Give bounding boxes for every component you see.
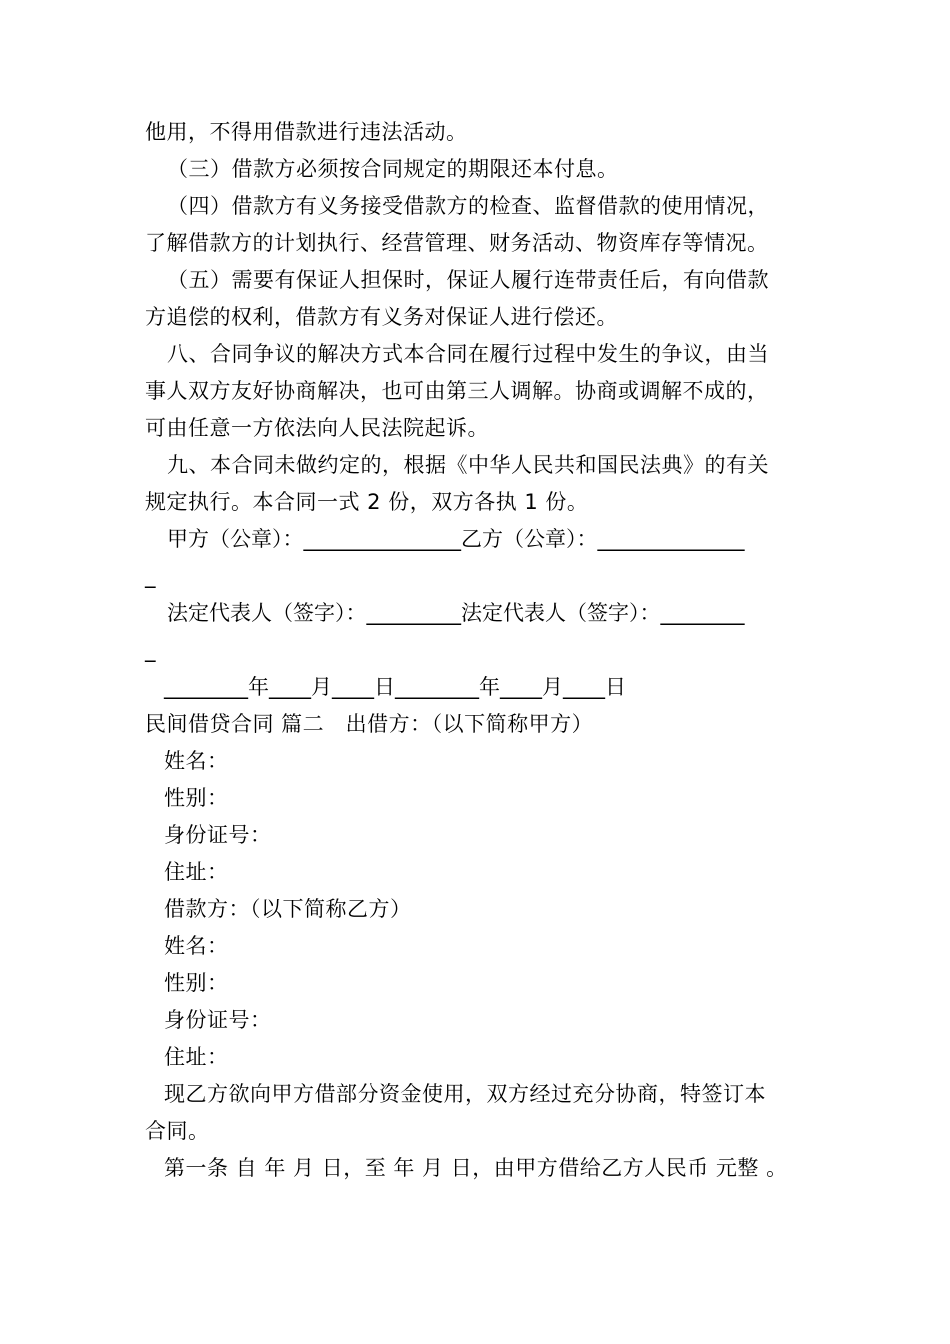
intro-paragraph-wrap: 合同。 (145, 1119, 210, 1143)
text-line: 规定执行。本合同一式 2 份，双方各执 1 份。 (145, 490, 589, 514)
borrower-name-label: 姓名： (164, 934, 229, 958)
legal-rep-signature-wrap: _ (145, 638, 156, 662)
seal-signature-line: 甲方（公章）：_______________乙方（公章）：______________ (167, 527, 745, 551)
borrower-address-label: 住址： (164, 1045, 229, 1069)
lender-id-label: 身份证号： (164, 823, 272, 847)
text-line: 事人双方友好协商解决，也可由第三人调解。协商或调解不成的， (145, 379, 769, 403)
borrower-heading: 借款方：（以下简称乙方） (164, 897, 412, 921)
legal-rep-signature-line: 法定代表人（签字）：_________法定代表人（签字）：________ (167, 601, 745, 625)
borrower-id-label: 身份证号： (164, 1008, 272, 1032)
document-page (145, 114, 809, 1187)
text-line: （五）需要有保证人担保时，保证人履行连带责任后，有向借款 (167, 268, 769, 292)
text-line: 他用，不得用借款进行违法活动。 (145, 120, 468, 144)
section-heading: 民间借贷合同 篇二 出借方：（以下简称甲方） (145, 712, 594, 736)
seal-signature-wrap: _ (145, 564, 156, 588)
text-line: 九、本合同未做约定的，根据《中华人民共和国民法典》的有关 (167, 453, 769, 477)
article-1: 第一条 自 年 月 日，至 年 月 日，由甲方借给乙方人民币 元整 。 (164, 1156, 788, 1180)
text-line: 可由任意一方依法向人民法院起诉。 (145, 416, 489, 440)
intro-paragraph: 现乙方欲向甲方借部分资金使用，双方经过充分协商，特签订本 (164, 1082, 766, 1106)
text-line: （三）借款方必须按合同规定的期限还本付息。 (167, 157, 619, 181)
borrower-gender-label: 性别： (164, 971, 229, 995)
lender-address-label: 住址： (164, 860, 229, 884)
text-line: （四）借款方有义务接受借款方的检查、监督借款的使用情况， (167, 194, 769, 218)
text-line: 了解借款方的计划执行、经营管理、财务活动、物资库存等情况。 (145, 231, 769, 255)
text-line: 八、合同争议的解决方式本合同在履行过程中发生的争议，由当 (167, 342, 769, 366)
lender-gender-label: 性别： (164, 786, 229, 810)
lender-name-label: 姓名： (164, 749, 229, 773)
date-line: ________年____月____日________年____月____日 (164, 675, 626, 699)
text-line: 方追偿的权利，借款方有义务对保证人进行偿还。 (145, 305, 618, 329)
